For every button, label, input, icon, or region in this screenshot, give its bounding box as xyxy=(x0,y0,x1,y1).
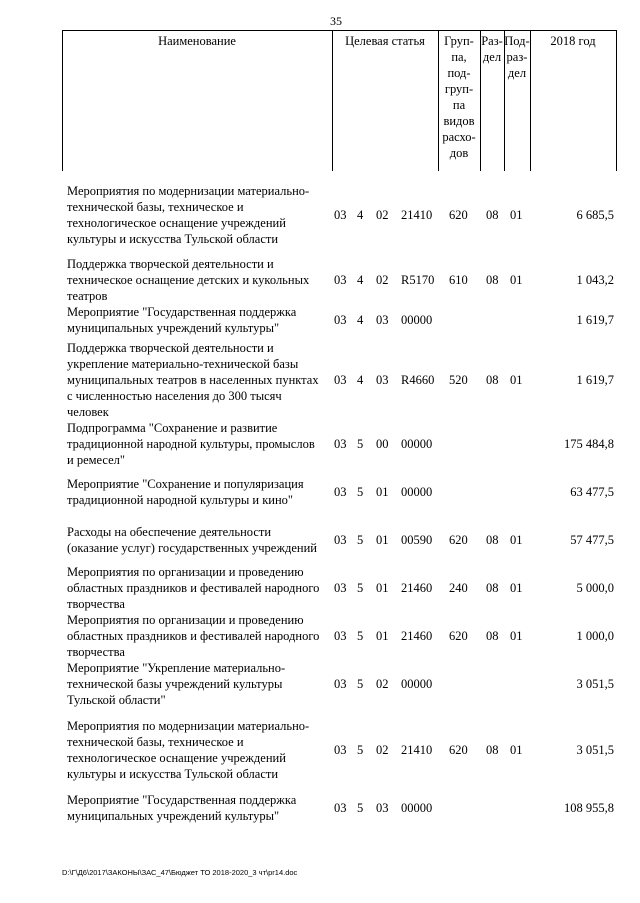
target-code-1: 03 xyxy=(334,533,347,547)
target-code-3: 01 xyxy=(376,533,389,547)
header-subsection xyxy=(504,33,530,81)
row-name xyxy=(67,564,329,612)
row-name xyxy=(67,183,329,247)
amount-2018: 1 000,0 xyxy=(576,629,614,643)
column-divider xyxy=(616,30,617,171)
target-code-1: 03 xyxy=(334,801,347,815)
target-code-3: 03 xyxy=(376,373,389,387)
expense-group: 620 xyxy=(449,743,468,757)
header-line: па, xyxy=(451,50,467,64)
target-code-2: 5 xyxy=(357,629,364,643)
target-code-1: 03 xyxy=(334,373,347,387)
target-code-1: 03 xyxy=(334,273,347,287)
amount-2018: 108 955,8 xyxy=(564,801,614,815)
header-line: Раз- xyxy=(481,34,503,48)
row-name-line: Мероприятия по организации и проведению xyxy=(67,613,304,627)
target-code-4: 21410 xyxy=(401,208,433,222)
row-name xyxy=(67,524,329,556)
expense-group: 520 xyxy=(449,373,468,387)
row-name-line: Мероприятия по организации и проведению xyxy=(67,565,304,579)
target-code-2: 4 xyxy=(357,208,364,222)
header-line: дов xyxy=(449,146,469,160)
row-name-line: Мероприятие "Сохранение и популяризация xyxy=(67,477,304,491)
amount-2018: 3 051,5 xyxy=(576,743,614,757)
amount-2018: 57 477,5 xyxy=(570,533,614,547)
row-name-line: технической базы учреждений культуры xyxy=(67,677,283,691)
section-code: 08 xyxy=(486,373,499,387)
row-name-line: культуры и искусства Тульской области xyxy=(67,767,279,781)
row-name xyxy=(67,340,329,420)
subsection-code: 01 xyxy=(510,373,523,387)
target-code-1: 03 xyxy=(334,677,347,691)
amount-2018: 175 484,8 xyxy=(564,437,614,451)
row-name-line: технологическое оснащение учреждений xyxy=(67,216,286,230)
row-name xyxy=(67,792,329,824)
target-code-4: 21410 xyxy=(401,743,433,757)
target-code-3: 02 xyxy=(376,208,389,222)
row-name-line: муниципальных учреждений культуры" xyxy=(67,809,280,823)
row-name-line: технологическое оснащение учреждений xyxy=(67,751,286,765)
target-code-4: 00000 xyxy=(401,485,433,499)
row-name xyxy=(67,256,329,304)
row-name-line: областных праздников и фестивалей народного xyxy=(67,581,320,595)
section-code: 08 xyxy=(486,629,499,643)
target-code-1: 03 xyxy=(334,437,347,451)
column-divider xyxy=(332,30,333,171)
amount-2018: 1 619,7 xyxy=(576,373,614,387)
section-code: 08 xyxy=(486,208,499,222)
row-name-line: и ремесел" xyxy=(67,453,125,467)
section-code: 08 xyxy=(486,581,499,595)
amount-2018: 1 619,7 xyxy=(576,313,614,327)
row-name-line: муниципальных учреждений культуры" xyxy=(67,321,280,335)
target-code-3: 01 xyxy=(376,629,389,643)
header-line: дел xyxy=(482,50,502,64)
target-code-2: 4 xyxy=(357,373,364,387)
target-code-1: 03 xyxy=(334,208,347,222)
expense-group: 620 xyxy=(449,629,468,643)
amount-2018: 5 000,0 xyxy=(576,581,614,595)
row-name-line: творчества xyxy=(67,597,125,611)
row-name-line: Расходы на обеспечение деятельности xyxy=(67,525,272,539)
header-line: дел xyxy=(507,66,527,80)
target-code-2: 5 xyxy=(357,485,364,499)
target-code-3: 03 xyxy=(376,313,389,327)
row-name-line: Поддержка творческой деятельности и xyxy=(67,341,274,355)
header-line: Груп- xyxy=(444,34,474,48)
column-divider xyxy=(62,30,63,171)
header-line: груп- xyxy=(444,82,474,96)
target-code-4: 00000 xyxy=(401,677,433,691)
header-group xyxy=(438,33,480,161)
row-name-line: Мероприятие "Государственная поддержка xyxy=(67,305,297,319)
subsection-code: 01 xyxy=(510,208,523,222)
subsection-code: 01 xyxy=(510,273,523,287)
amount-2018: 63 477,5 xyxy=(570,485,614,499)
file-path-footer: D:\Г\Д6\2017\ЗАКОНЫ\ЗАС_47\Бюджет ТО 2018-2020_3 чт\pr14.doc xyxy=(62,868,298,877)
page-number: 35 xyxy=(330,14,342,28)
header-line: Под- xyxy=(504,34,530,48)
header-year: 2018 год xyxy=(550,34,596,48)
target-code-1: 03 xyxy=(334,485,347,499)
target-code-3: 03 xyxy=(376,801,389,815)
target-code-3: 02 xyxy=(376,273,389,287)
target-code-3: 00 xyxy=(376,437,389,451)
target-code-1: 03 xyxy=(334,629,347,643)
row-name-line: Подпрограмма "Сохранение и развитие xyxy=(67,421,278,435)
target-code-2: 5 xyxy=(357,677,364,691)
section-code: 08 xyxy=(486,273,499,287)
subsection-code: 01 xyxy=(510,533,523,547)
target-code-2: 4 xyxy=(357,273,364,287)
row-name xyxy=(67,304,329,336)
target-code-4: 21460 xyxy=(401,581,433,595)
row-name-line: Мероприятия по модернизации материально- xyxy=(67,719,310,733)
row-name-line: Тульской области" xyxy=(67,693,166,707)
target-code-2: 5 xyxy=(357,581,364,595)
subsection-code: 01 xyxy=(510,743,523,757)
row-name-line: традиционной народной культуры и кино" xyxy=(67,493,294,507)
row-name-line: Мероприятие "Государственная поддержка xyxy=(67,793,297,807)
target-code-4: 00000 xyxy=(401,801,433,815)
expense-group: 610 xyxy=(449,273,468,287)
header-line: расхо- xyxy=(442,130,476,144)
row-name-line: технической базы, техническое и xyxy=(67,200,244,214)
target-code-1: 03 xyxy=(334,581,347,595)
header-line: видов xyxy=(443,114,475,128)
target-code-3: 01 xyxy=(376,485,389,499)
row-name-line: театров xyxy=(67,289,108,303)
expense-group: 620 xyxy=(449,533,468,547)
header-line: па xyxy=(452,98,466,112)
row-name-line: традиционной народной культуры, промыслов xyxy=(67,437,315,451)
target-code-2: 5 xyxy=(357,533,364,547)
row-name-line: укрепление материально-технической базы xyxy=(67,357,299,371)
target-code-3: 01 xyxy=(376,581,389,595)
expense-group: 620 xyxy=(449,208,468,222)
row-name-line: Мероприятия по модернизации материально- xyxy=(67,184,310,198)
target-code-3: 02 xyxy=(376,677,389,691)
target-code-2: 5 xyxy=(357,743,364,757)
target-code-4: 21460 xyxy=(401,629,433,643)
target-code-3: 02 xyxy=(376,743,389,757)
section-code: 08 xyxy=(486,533,499,547)
header-line: раз- xyxy=(506,50,528,64)
amount-2018: 6 685,5 xyxy=(576,208,614,222)
row-name-line: человек xyxy=(67,405,109,419)
target-code-2: 4 xyxy=(357,313,364,327)
row-name-line: Мероприятие "Укрепление материально- xyxy=(67,661,286,675)
target-code-1: 03 xyxy=(334,313,347,327)
target-code-4: 00000 xyxy=(401,313,433,327)
subsection-code: 01 xyxy=(510,581,523,595)
target-code-1: 03 xyxy=(334,743,347,757)
row-name-line: техническое оснащение детских и кукольных xyxy=(67,273,310,287)
header-line: под- xyxy=(447,66,471,80)
row-name-line: (оказание услуг) государственных учреждений xyxy=(67,541,317,555)
expense-group: 240 xyxy=(449,581,468,595)
header-name: Наименование xyxy=(158,34,236,48)
table-header-top-border xyxy=(62,30,617,31)
row-name xyxy=(67,476,329,508)
target-code-4: 00590 xyxy=(401,533,433,547)
target-code-2: 5 xyxy=(357,801,364,815)
amount-2018: 1 043,2 xyxy=(576,273,614,287)
row-name xyxy=(67,612,329,660)
amount-2018: 3 051,5 xyxy=(576,677,614,691)
row-name-line: с численностью населения до 300 тысяч xyxy=(67,389,282,403)
row-name-line: творчества xyxy=(67,645,125,659)
row-name xyxy=(67,660,329,708)
row-name-line: Поддержка творческой деятельности и xyxy=(67,257,274,271)
target-code-4: R5170 xyxy=(401,273,435,287)
target-code-4: R4660 xyxy=(401,373,435,387)
row-name xyxy=(67,718,329,782)
column-divider xyxy=(530,30,531,171)
row-name-line: культуры и искусства Тульской области xyxy=(67,232,279,246)
target-code-4: 00000 xyxy=(401,437,433,451)
row-name-line: областных праздников и фестивалей народного xyxy=(67,629,320,643)
row-name xyxy=(67,420,329,468)
header-target: Целевая статья xyxy=(345,34,425,48)
header-section xyxy=(480,33,504,65)
subsection-code: 01 xyxy=(510,629,523,643)
row-name-line: технической базы, техническое и xyxy=(67,735,244,749)
section-code: 08 xyxy=(486,743,499,757)
target-code-2: 5 xyxy=(357,437,364,451)
row-name-line: муниципальных театров в населенных пунктах xyxy=(67,373,319,387)
